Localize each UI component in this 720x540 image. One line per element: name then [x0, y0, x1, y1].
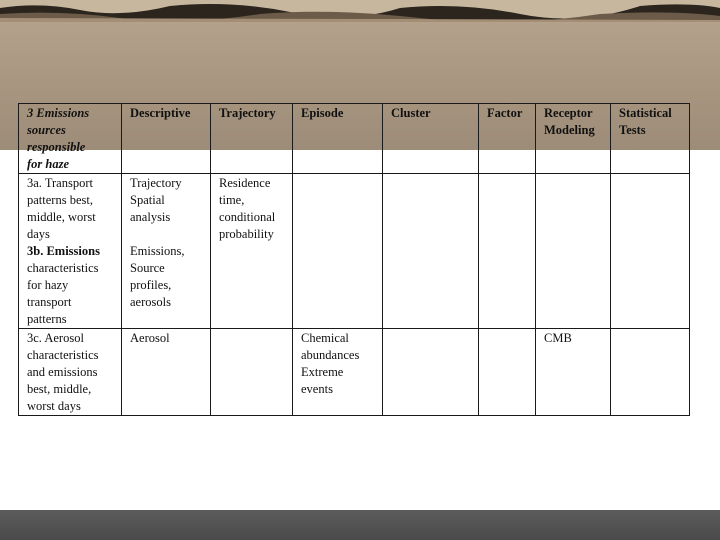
- header-descriptive: Descriptive: [122, 104, 211, 174]
- row-label-3b-detail: characteristics for hazy transport patterns: [27, 261, 99, 326]
- trajectory-cell: [211, 329, 293, 416]
- receptor-cell: [536, 174, 611, 329]
- table-header-row: [19, 104, 690, 174]
- descriptive-source-text: Source profiles, aerosols: [130, 261, 172, 309]
- cluster-cell: [383, 329, 479, 416]
- row-label-3a: 3a. Transport patterns best, middle, worst days: [27, 176, 96, 241]
- statistical-cell: [611, 174, 690, 329]
- descriptive-cell: [122, 174, 211, 329]
- header-statistical-tests: Statistical Tests: [611, 104, 690, 174]
- descriptive-cell: Aerosol: [122, 329, 211, 416]
- row-label-3c: 3c. Aerosol characteristics: [27, 331, 99, 362]
- descriptive-emissions-text: Emissions,: [130, 244, 185, 258]
- header-receptor-modeling: Receptor Modeling: [536, 104, 611, 174]
- row-label-cell: [19, 174, 122, 329]
- statistical-cell: [611, 329, 690, 416]
- trajectory-conditional-text: conditional: [219, 210, 276, 224]
- trajectory-cell: [211, 174, 293, 329]
- banner-landscape: [0, 0, 720, 22]
- episode-events-text: events: [301, 382, 333, 396]
- header-cluster: Cluster: [383, 104, 479, 174]
- footer-bar: [0, 510, 720, 540]
- trajectory-residence-text: Residence time,: [219, 176, 271, 207]
- row-label-cell: [19, 329, 122, 416]
- header-emissions-sources: 3 Emissions sources responsible for haze: [19, 104, 122, 174]
- row-label-3c-end: worst days: [27, 399, 81, 413]
- haze-analysis-table: [18, 103, 690, 416]
- episode-chemical-text: Chemical abundances: [301, 331, 360, 362]
- episode-cell: [293, 174, 383, 329]
- row-label-3b-title: 3b. Emissions: [27, 244, 100, 258]
- trajectory-probability-text: probability: [219, 227, 274, 241]
- cluster-cell: [383, 174, 479, 329]
- header-factor: Factor: [479, 104, 536, 174]
- header-trajectory: Trajectory: [211, 104, 293, 174]
- episode-extreme-text: Extreme: [301, 365, 344, 379]
- receptor-cell: CMB: [536, 329, 611, 416]
- table-row: [19, 329, 690, 416]
- row-label-3c-cont: and emissions best, middle,: [27, 365, 98, 396]
- episode-cell: [293, 329, 383, 416]
- descriptive-trajectory-text: Trajectory Spatial analysis: [130, 176, 182, 224]
- header-episode: Episode: [293, 104, 383, 174]
- factor-cell: [479, 329, 536, 416]
- table-row: [19, 174, 690, 329]
- factor-cell: [479, 174, 536, 329]
